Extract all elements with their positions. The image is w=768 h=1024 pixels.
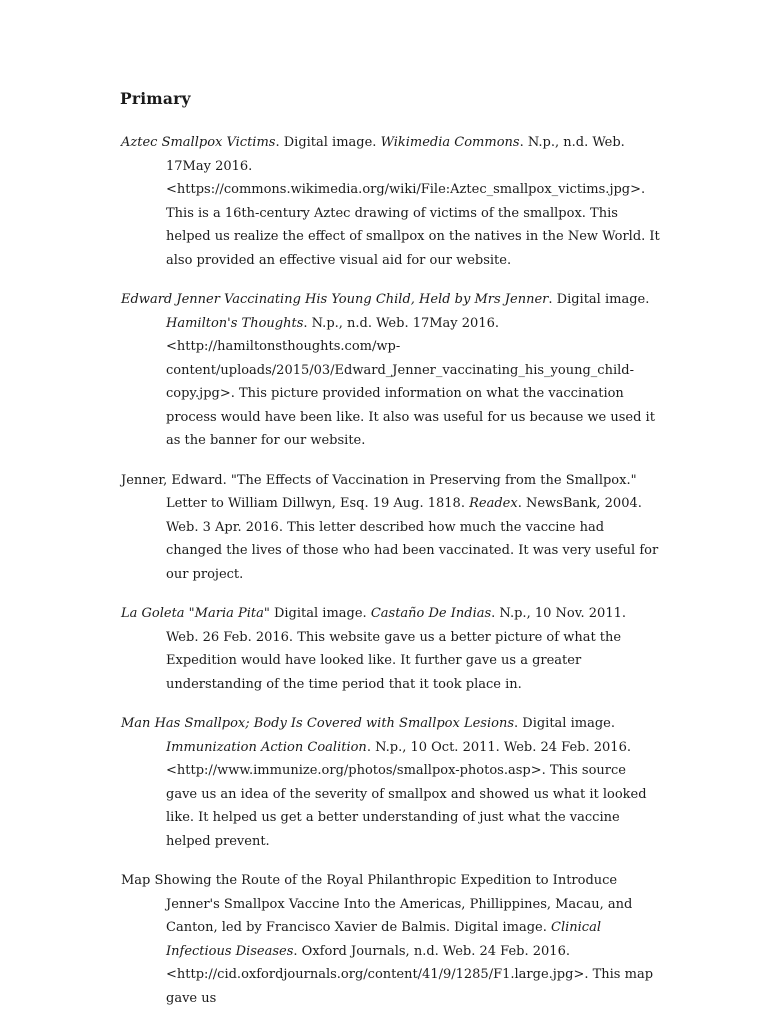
citation-title: Immunization Action Coalition bbox=[166, 739, 367, 755]
citation-text: . N.p., n.d. Web. 17May 2016. <https://commons.wikimedia.org/wiki/File:Aztec_smallpox_victims.jpg>. This is a 16th-century Aztec drawing of victims of the smallpox. This helped us realize the effect of smallpox on the natives in the New World. It also provided an effective visual aid for our website. bbox=[166, 135, 660, 268]
citation-title: Man Has Smallpox; Body Is Covered with Smallpox Lesions bbox=[121, 716, 514, 731]
citation-text: Map Showing the Route of the Royal Philanthropic Expedition to Introduce Jenner's Smallpox Vaccine Into the Americas, Phillippines, Macau, and Canton, led by Francisco Xavier de Balmis. Digital image. bbox=[121, 873, 633, 935]
citation-text: . Oxford Journals, n.d. Web. 24 Feb. 2016. <http://cid.oxfordjournals.org/content/41/9/1285/F1.large.jpg>. This map gave us bbox=[166, 943, 654, 1006]
citation-text: . Digital image. bbox=[514, 716, 615, 731]
citation-title: Readex bbox=[469, 496, 518, 511]
citation-title: Edward Jenner Vaccinating His Young Child, Held by Mrs Jenner bbox=[121, 292, 549, 307]
citation-title: Aztec Smallpox Victims bbox=[121, 135, 276, 150]
citation-title: Wikimedia Commons bbox=[380, 135, 520, 150]
citation-text: Digital image. bbox=[269, 606, 371, 621]
bibliography-entry bbox=[121, 469, 661, 587]
citation-title: La Goleta "Maria Pita" bbox=[121, 606, 270, 621]
citation-text: . N.p., 10 Oct. 2011. Web. 24 Feb. 2016. <http://www.immunize.org/photos/smallpox-photos.asp>. This source gave us an idea of the severity of smallpox and showed us what it looked like. It helped us get a better understanding of just what the vaccine helped prevent. bbox=[166, 739, 647, 849]
citation-title: Castaño De Indias bbox=[370, 606, 492, 621]
bibliography-entry bbox=[121, 288, 661, 453]
citation-title: Hamilton's Thoughts bbox=[166, 315, 304, 331]
citation-text: Jenner, Edward. "The Effects of Vaccination in Preserving from the Smallpox." Letter to William Dillwyn, Esq. 19 Aug. 1818. bbox=[121, 472, 637, 511]
bibliography-entry bbox=[121, 131, 661, 272]
section-heading: Primary bbox=[120, 89, 191, 108]
citation-text: . N.p., 10 Nov. 2011. Web. 26 Feb. 2016. This website gave us a better picture of what the Expedition would have looked like. It further gave us a greater understanding of the time period that it took place in. bbox=[166, 606, 626, 692]
bibliography-entry bbox=[121, 602, 661, 696]
citation-text: . N.p., n.d. Web. 17May 2016. <http://hamiltonsthoughts.com/wp-content/uploads/2015/03/Edward_Jenner_vaccinating_his_young_child-copy.jpg>. This picture provided information on what the vaccination process would have been like. It also was useful for us because we used it as the banner for our website. bbox=[166, 315, 655, 448]
citation-text: . Digital image. bbox=[275, 135, 381, 150]
citation-text: . Digital image. bbox=[548, 292, 650, 307]
bibliography-entry bbox=[121, 869, 661, 1010]
citation-text: . NewsBank, 2004. Web. 3 Apr. 2016. This letter described how much the vaccine had changed the lives of those who had been vaccinated. It was very useful for our project. bbox=[166, 496, 659, 582]
citation-title: Clinical Infectious Diseases bbox=[166, 920, 601, 959]
bibliography-entry bbox=[121, 712, 661, 853]
bibliography-list bbox=[121, 131, 661, 1010]
